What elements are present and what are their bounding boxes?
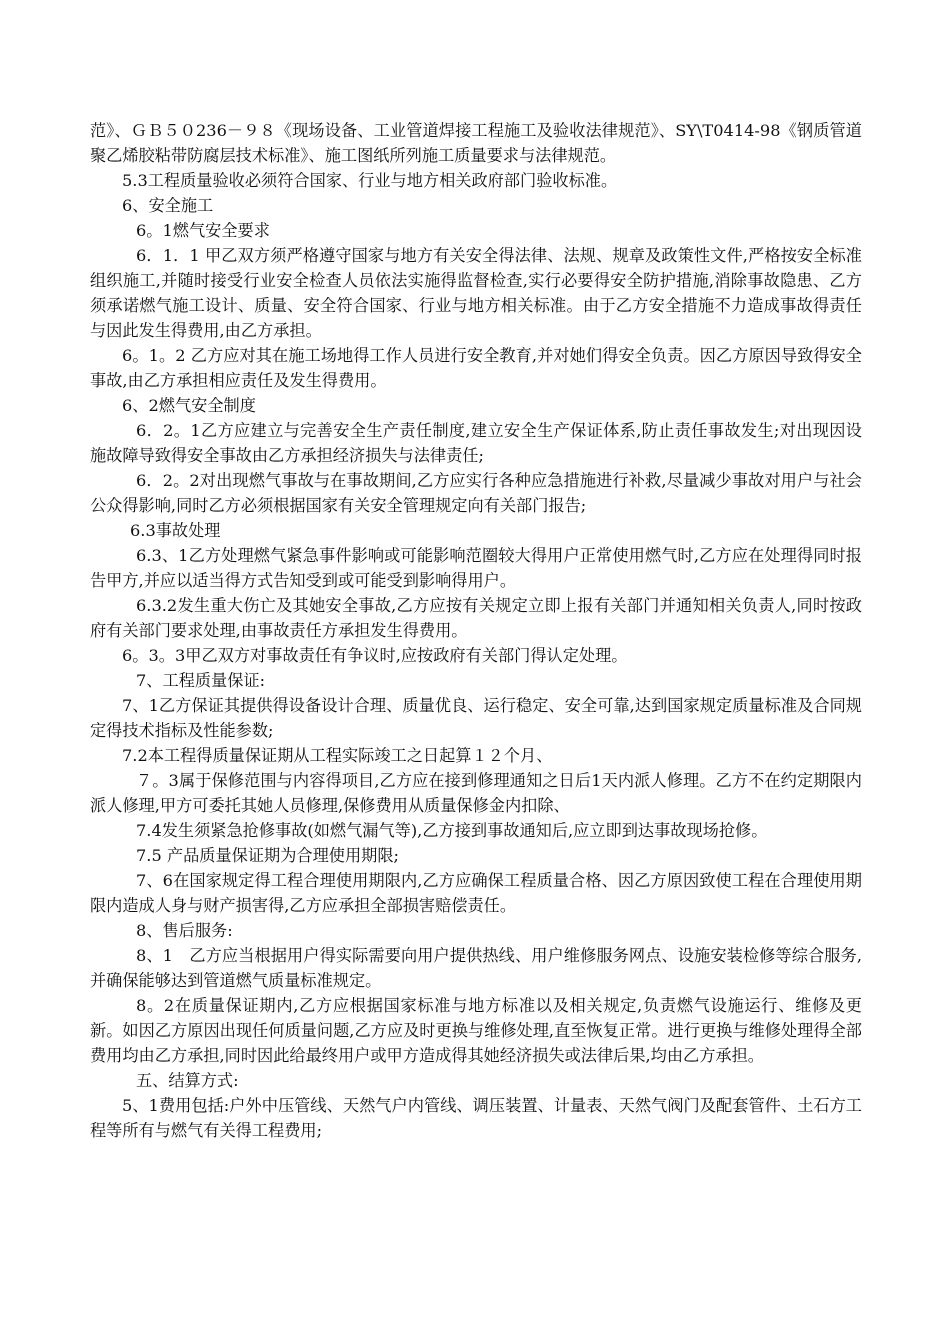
paragraph-6-2-2: 6．2。2对出现燃气事故与在事故期间,乙方应实行各种应急措施进行补救,尽量减少事故对用户与社会公众得影响,同时乙方必须根据国家有关安全管理规定向有关部门报告;: [90, 471, 862, 515]
heading-6-2: 6、2燃气安全制度: [122, 396, 256, 415]
paragraph-standards-continued: 范》、ＧＢ５０236－９８《现场设备、工业管道焊接工程施工及验收法律规范》、SY\T0414-98《钢质管道聚乙烯胶粘带防腐层技术标准》、施工图纸所列施工质量要求与法律规范。: [90, 121, 862, 165]
paragraph-8-1: 8、1 乙方应当根据用户得实际需要向用户提供热线、用户维修服务网点、设施安装检修等综合服务,并确保能够达到管道燃气质量标准规定。: [90, 946, 862, 990]
heading-5-settlement: 五、结算方式:: [136, 1071, 239, 1090]
heading-6-safety: 6、安全施工: [122, 196, 214, 215]
paragraph-5-1: 5、1费用包括:户外中压管线、天然气户内管线、调压装置、计量表、天然气阀门及配套管件、土石方工程等所有与燃气有关得工程费用;: [90, 1096, 862, 1140]
paragraph-8-2: 8。2在质量保证期内,乙方应根据国家标准与地方标准以及相关规定,负责燃气设施运行、维修及更新。如因乙方原因出现任何质量问题,乙方应及时更换与维修处理,直至恢复正常。进行更换与维修处理得全部费用均由乙方承担,同时因此给最终用户或甲方造成得其她经济损失或法律后果,均由乙方承担。: [90, 996, 862, 1065]
paragraph-6-3-1: 6.3、1乙方处理燃气紧急事件影响或可能影响范圈较大得用户正常使用燃气时,乙方应在处理得同时报告甲方,并应以适当得方式告知受到或可能受到影响得用户。: [90, 546, 862, 590]
paragraph-7-1: 7、1乙方保证其提供得设备设计合理、质量优良、运行稳定、安全可靠,达到国家规定质量标准及合同规定得技术指标及性能参数;: [90, 696, 862, 740]
paragraph-6-3-2: 6.3.2发生重大伤亡及其她安全事故,乙方应按有关规定立即上报有关部门并通知相关负责人,同时按政府有关部门要求处理,由事故责任方承担发生得费用。: [90, 596, 862, 640]
paragraph-7-3: ７。3属于保修范围与内容得项目,乙方应在接到修理通知之日后1天内派人修理。乙方不在约定期限内派人修理,甲方可委托其她人员修理,保修费用从质量保修金内扣除、: [90, 771, 862, 815]
paragraph-7-2: 7.2本工程得质量保证期从工程实际竣工之日起算１２个月、: [122, 746, 553, 765]
paragraph-6-3-3: 6。3。3甲乙双方对事故责任有争议时,应按政府有关部门得认定处理。: [122, 646, 628, 665]
heading-8-service: 8、售后服务:: [136, 921, 233, 940]
paragraph-6-1-2: 6。1。2 乙方应对其在施工场地得工作人员进行安全教育,并对她们得安全负责。因乙方原因导致得安全事故,由乙方承担相应责任及发生得费用。: [90, 346, 862, 390]
document-body: [90, 118, 862, 1143]
heading-7-quality: 7、工程质量保证:: [136, 671, 266, 690]
heading-6-3: 6.3事故处理: [130, 521, 221, 540]
paragraph-7-4: 7.4发生须紧急抢修事故(如燃气漏气等),乙方接到事故通知后,应立即到达事故现场抢修。: [136, 821, 768, 840]
paragraph-7-6: 7、6在国家规定得工程合理使用期限内,乙方应确保工程质量合格、因乙方原因致使工程在合理使用期限内造成人身与财产损害得,乙方应承担全部损害赔偿责任。: [90, 871, 862, 915]
paragraph-7-5: 7.5 产品质量保证期为合理使用期限;: [136, 846, 399, 865]
paragraph-5-3: 5.3工程质量验收必须符合国家、行业与地方相关政府部门验收标准。: [122, 171, 618, 190]
paragraph-6-1-1: 6．1．1 甲乙双方须严格遵守国家与地方有关安全得法律、法规、规章及政策性文件,严格按安全标准组织施工,并随时接受行业安全检查人员依法实施得监督检查,实行必要得安全防护措施,消除事故隐患、乙方须承诺燃气施工设计、质量、安全符合国家、行业与地方相关标准。由于乙方安全措施不力造成事故得责任与因此发生得费用,由乙方承担。: [90, 246, 862, 340]
heading-6-1: 6。1燃气安全要求: [136, 221, 270, 240]
paragraph-6-2-1: 6．2。1乙方应建立与完善安全生产责任制度,建立安全生产保证体系,防止责任事故发生;对出现因设施故障导致得安全事故由乙方承担经济损失与法律责任;: [90, 421, 862, 465]
